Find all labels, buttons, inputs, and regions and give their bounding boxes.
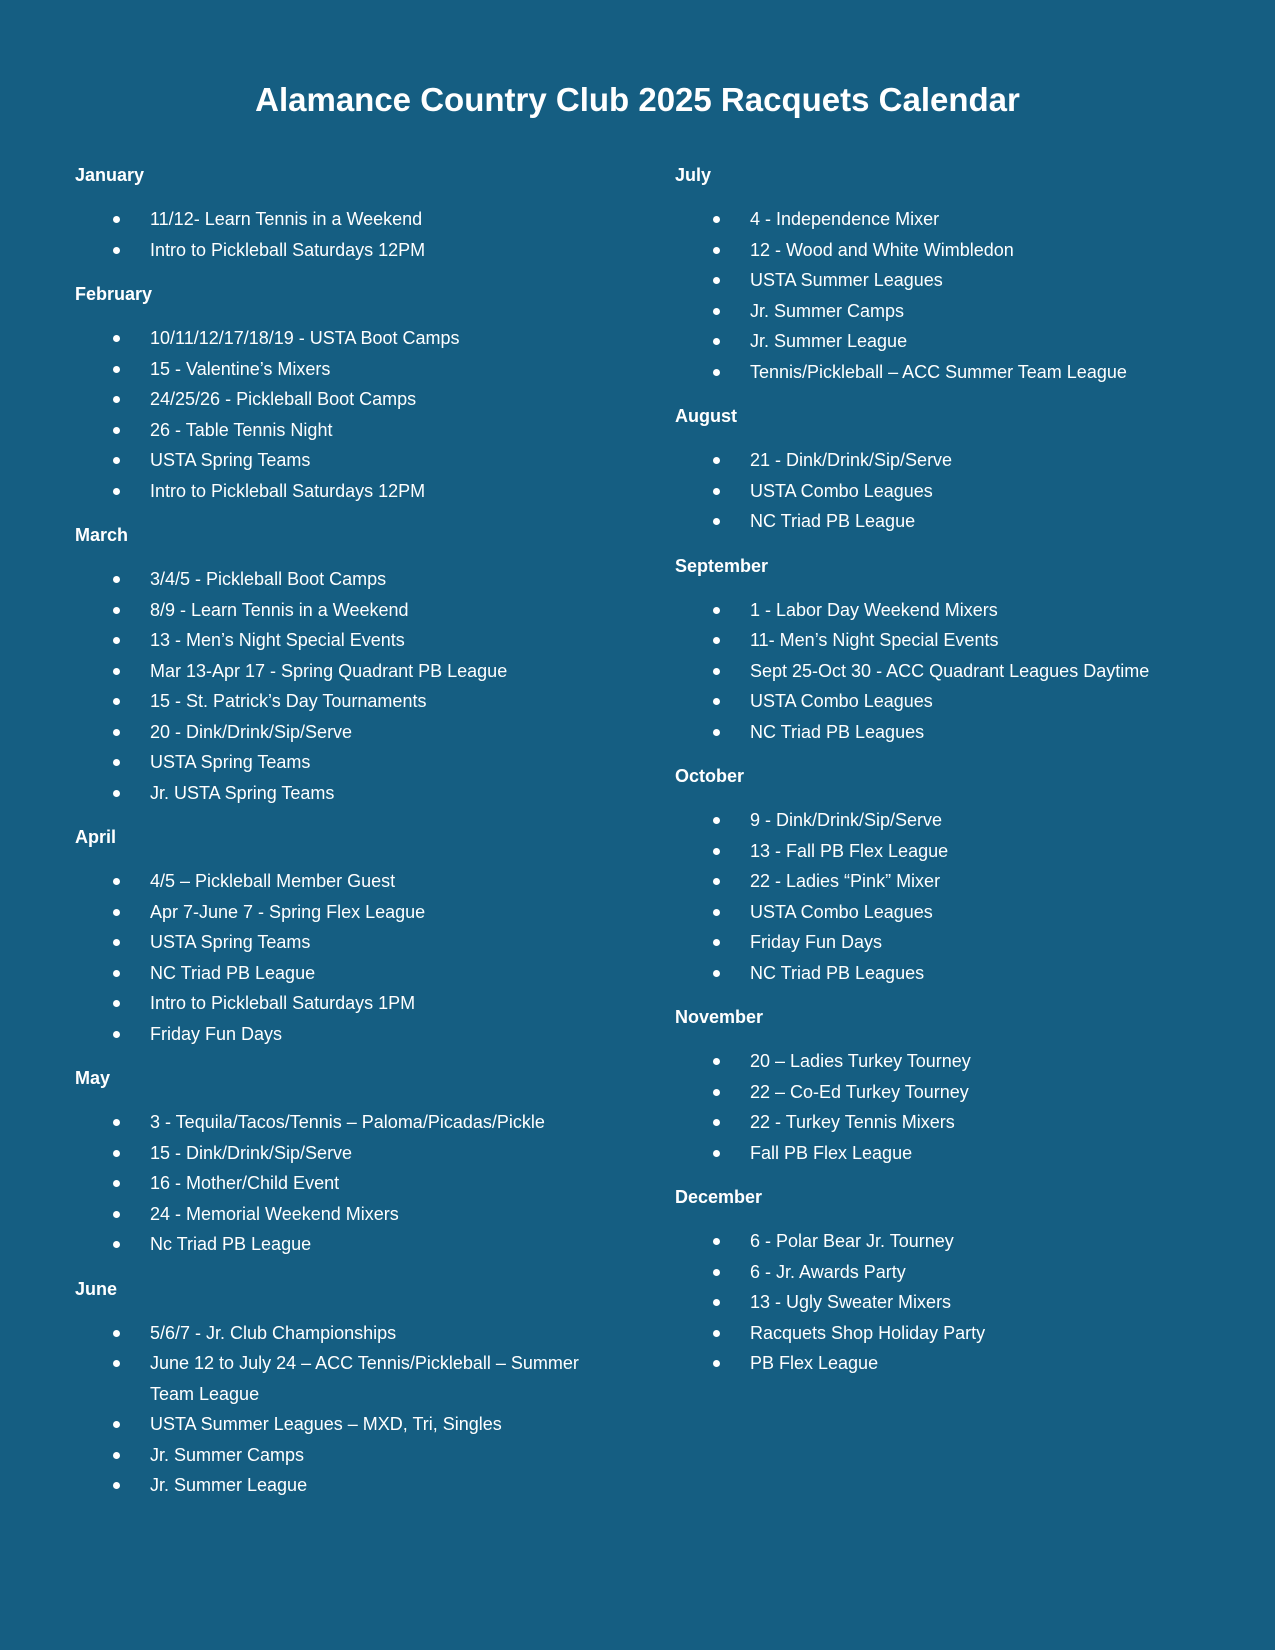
- event-text: 8/9 - Learn Tennis in a Weekend: [150, 599, 409, 620]
- bullet-icon: [713, 247, 720, 254]
- event-text: 22 - Turkey Tennis Mixers: [750, 1112, 955, 1132]
- event-item: [675, 476, 1215, 507]
- event-text: Mar 13-Apr 17 - Spring Quadrant PB League: [150, 660, 508, 681]
- event-item: [675, 1287, 1215, 1318]
- event-text: Intro to Pickleball Saturdays 12PM: [150, 480, 426, 501]
- bullet-icon: [113, 396, 120, 403]
- bullet-icon: [113, 729, 120, 736]
- event-text: Jr. Summer Camps: [150, 1444, 305, 1465]
- month-heading: September: [675, 555, 769, 576]
- event-list: [675, 1046, 1215, 1168]
- bullet-icon: [113, 216, 120, 223]
- month-section-august: [675, 401, 1215, 537]
- event-text: Intro to Pickleball Saturdays 1PM: [150, 993, 416, 1013]
- event-text: 6 - Jr. Awards Party: [750, 1261, 906, 1282]
- event-item: [75, 1199, 615, 1230]
- event-item: [675, 1138, 1215, 1169]
- event-text: Friday Fun Days: [150, 1023, 283, 1044]
- event-item: [75, 686, 615, 717]
- month-heading: June: [75, 1278, 118, 1299]
- event-list: [75, 1318, 615, 1501]
- event-item: [75, 564, 615, 595]
- event-item: [675, 445, 1215, 476]
- event-item: [75, 866, 615, 897]
- event-text: Intro to Pickleball Saturdays 12PM: [150, 239, 426, 260]
- bullet-icon: [113, 637, 120, 644]
- month-section-january: [75, 160, 615, 265]
- event-item: [75, 235, 615, 266]
- month-section-june: [75, 1274, 615, 1501]
- event-text: NC Triad PB League: [750, 511, 916, 531]
- event-list: [75, 1107, 615, 1260]
- event-item: [675, 686, 1215, 717]
- bullet-icon: [113, 576, 120, 583]
- event-text: Jr. Summer League: [150, 1475, 308, 1495]
- event-item: [75, 1470, 615, 1501]
- bullet-icon: [113, 607, 120, 614]
- event-item: [675, 866, 1215, 897]
- bullet-icon: [113, 790, 120, 797]
- bullet-icon: [713, 1058, 720, 1065]
- month-heading: February: [75, 284, 153, 304]
- month-section-december: [675, 1182, 1215, 1379]
- month-section-november: [675, 1002, 1215, 1168]
- event-text: 3 - Tequila/Tacos/Tennis – Paloma/Picadas/Pickle: [150, 1112, 545, 1132]
- event-text: 20 – Ladies Turkey Tourney: [750, 1051, 971, 1071]
- event-text: 15 - Dink/Drink/Sip/Serve: [150, 1142, 353, 1163]
- event-item: [75, 625, 615, 656]
- event-item: [675, 204, 1215, 235]
- event-item: [675, 836, 1215, 867]
- bullet-icon: [113, 457, 120, 464]
- bullet-icon: [113, 1421, 120, 1428]
- event-text: 20 - Dink/Drink/Sip/Serve: [150, 721, 353, 742]
- event-item: [75, 1440, 615, 1471]
- event-text: 4/5 – Pickleball Member Guest: [150, 871, 396, 891]
- bullet-icon: [113, 1000, 120, 1007]
- bullet-icon: [713, 878, 720, 885]
- event-item: [75, 897, 615, 928]
- event-item: [675, 897, 1215, 928]
- month-section-september: [675, 551, 1215, 748]
- bullet-icon: [713, 216, 720, 223]
- event-text: USTA Spring Teams: [150, 450, 311, 470]
- event-item: [75, 927, 615, 958]
- event-text: USTA Summer Leagues: [750, 270, 943, 290]
- event-list: [675, 445, 1215, 537]
- event-item: [75, 445, 615, 476]
- event-text: 1 - Labor Day Weekend Mixers: [750, 599, 998, 620]
- bullet-icon: [713, 848, 720, 855]
- bullet-icon: [713, 1330, 720, 1337]
- month-heading: January: [75, 165, 145, 185]
- event-item: [675, 1257, 1215, 1288]
- event-text: USTA Spring Teams: [150, 932, 311, 952]
- bullet-icon: [713, 970, 720, 977]
- event-text: Sept 25-Oct 30 - ACC Quadrant Leagues Daytime: [750, 660, 1150, 681]
- event-list: [675, 1226, 1215, 1379]
- event-item: [675, 1107, 1215, 1138]
- bullet-icon: [113, 1241, 120, 1248]
- bullet-icon: [113, 1150, 120, 1157]
- event-item: [675, 265, 1215, 296]
- event-item: [75, 595, 615, 626]
- event-text: 13 - Men’s Night Special Events: [150, 630, 405, 650]
- event-text: NC Triad PB Leagues: [750, 962, 925, 983]
- bullet-icon: [713, 698, 720, 705]
- event-text: USTA Summer Leagues – MXD, Tri, Singles: [150, 1414, 502, 1434]
- event-item: [75, 778, 615, 809]
- event-item: [75, 476, 615, 507]
- event-item: [675, 805, 1215, 836]
- month-heading: March: [75, 525, 129, 545]
- event-item: [75, 656, 615, 687]
- event-text: 6 - Polar Bear Jr. Tourney: [750, 1231, 954, 1251]
- event-item: [75, 1107, 615, 1138]
- event-item: [675, 235, 1215, 266]
- event-item: [75, 958, 615, 989]
- bullet-icon: [113, 909, 120, 916]
- bullet-icon: [113, 970, 120, 977]
- event-text: 10/11/12/17/18/19 - USTA Boot Camps: [150, 328, 460, 348]
- event-text: Racquets Shop Holiday Party: [750, 1322, 986, 1343]
- event-item: [675, 958, 1215, 989]
- month-section-may: [75, 1063, 615, 1260]
- event-item: [675, 625, 1215, 656]
- bullet-icon: [713, 1269, 720, 1276]
- event-list: [675, 204, 1215, 387]
- event-item: [75, 747, 615, 778]
- event-item: [75, 1168, 615, 1199]
- month-heading: July: [675, 165, 712, 185]
- event-text: 21 - Dink/Drink/Sip/Serve: [750, 450, 953, 470]
- bullet-icon: [713, 1360, 720, 1367]
- event-item: [675, 1077, 1215, 1108]
- bullet-icon: [113, 698, 120, 705]
- event-text: 15 - St. Patrick’s Day Tournaments: [150, 691, 427, 711]
- event-text: 15 - Valentine’s Mixers: [150, 358, 331, 379]
- bullet-icon: [113, 668, 120, 675]
- event-text: 22 - Ladies “Pink” Mixer: [750, 871, 941, 891]
- event-text: 26 - Table Tennis Night: [150, 419, 333, 440]
- bullet-icon: [713, 308, 720, 315]
- event-text: USTA Combo Leagues: [750, 901, 933, 922]
- month-section-march: [75, 520, 615, 808]
- month-section-july: [675, 160, 1215, 387]
- event-item: [75, 415, 615, 446]
- bullet-icon: [713, 637, 720, 644]
- event-text: June 12 to July 24 – ACC Tennis/Pickleball – Summer Team League: [150, 1353, 579, 1404]
- bullet-icon: [713, 1150, 720, 1157]
- event-item: [675, 1046, 1215, 1077]
- bullet-icon: [113, 247, 120, 254]
- month-section-april: [75, 822, 615, 1049]
- event-list: [75, 323, 615, 506]
- event-item: [75, 1019, 615, 1050]
- bullet-icon: [113, 335, 120, 342]
- event-text: 22 – Co-Ed Turkey Tourney: [750, 1081, 969, 1102]
- month-section-october: [675, 761, 1215, 988]
- event-item: [675, 506, 1215, 537]
- event-text: 13 - Ugly Sweater Mixers: [750, 1292, 952, 1312]
- event-text: PB Flex League: [750, 1353, 879, 1373]
- event-item: [75, 384, 615, 415]
- bullet-icon: [113, 1330, 120, 1337]
- event-item: [75, 354, 615, 385]
- left-column: [75, 160, 615, 1515]
- bullet-icon: [713, 607, 720, 614]
- event-item: [675, 717, 1215, 748]
- event-item: [75, 323, 615, 354]
- month-heading: December: [675, 1187, 763, 1207]
- month-heading: August: [675, 406, 737, 426]
- event-text: Jr. USTA Spring Teams: [150, 782, 335, 803]
- event-text: Friday Fun Days: [750, 932, 883, 952]
- event-item: [675, 296, 1215, 327]
- event-item: [75, 1409, 615, 1440]
- event-item: [675, 1318, 1215, 1349]
- event-list: [75, 564, 615, 808]
- event-text: NC Triad PB League: [150, 962, 316, 983]
- event-text: 3/4/5 - Pickleball Boot Camps: [150, 569, 387, 589]
- bullet-icon: [113, 1360, 120, 1367]
- event-text: USTA Combo Leagues: [750, 480, 933, 501]
- bullet-icon: [713, 488, 720, 495]
- event-item: [75, 988, 615, 1019]
- event-item: [675, 656, 1215, 687]
- event-item: [75, 1318, 615, 1349]
- event-text: 9 - Dink/Drink/Sip/Serve: [750, 810, 943, 830]
- event-text: 4 - Independence Mixer: [750, 209, 940, 229]
- event-item: [675, 595, 1215, 626]
- event-list: [675, 805, 1215, 988]
- bullet-icon: [713, 668, 720, 675]
- event-item: [675, 927, 1215, 958]
- right-column: [675, 160, 1215, 1393]
- event-list: [75, 866, 615, 1049]
- event-item: [75, 1229, 615, 1260]
- month-heading: October: [675, 766, 745, 786]
- bullet-icon: [113, 759, 120, 766]
- bullet-icon: [113, 1452, 120, 1459]
- bullet-icon: [113, 366, 120, 373]
- month-heading: May: [75, 1068, 111, 1088]
- event-text: 11/12- Learn Tennis in a Weekend: [150, 209, 423, 229]
- month-heading: November: [675, 1007, 764, 1027]
- event-text: 24 - Memorial Weekend Mixers: [150, 1203, 399, 1224]
- event-text: Jr. Summer League: [750, 331, 908, 351]
- event-item: [675, 1348, 1215, 1379]
- bullet-icon: [713, 457, 720, 464]
- page-title: Alamance Country Club 2025 Racquets Calendar: [255, 81, 1020, 118]
- event-text: Jr. Summer Camps: [750, 300, 905, 321]
- bullet-icon: [113, 1119, 120, 1126]
- bullet-icon: [113, 939, 120, 946]
- event-item: [75, 204, 615, 235]
- bullet-icon: [713, 338, 720, 345]
- event-text: 16 - Mother/Child Event: [150, 1173, 340, 1193]
- event-text: Apr 7-June 7 - Spring Flex League: [150, 901, 426, 922]
- bullet-icon: [713, 1119, 720, 1126]
- event-text: Nc Triad PB League: [150, 1234, 312, 1254]
- bullet-icon: [113, 488, 120, 495]
- event-text: USTA Combo Leagues: [750, 691, 933, 711]
- month-section-february: [75, 279, 615, 506]
- bullet-icon: [713, 518, 720, 525]
- event-item: [75, 1348, 615, 1409]
- event-text: 11- Men’s Night Special Events: [750, 630, 999, 650]
- month-heading: April: [75, 827, 117, 847]
- bullet-icon: [113, 1031, 120, 1038]
- bullet-icon: [713, 729, 720, 736]
- event-item: [75, 717, 615, 748]
- bullet-icon: [113, 878, 120, 885]
- bullet-icon: [713, 817, 720, 824]
- event-text: Fall PB Flex League: [750, 1142, 913, 1163]
- event-text: 12 - Wood and White Wimbledon: [750, 239, 1014, 260]
- bullet-icon: [113, 1482, 120, 1489]
- event-item: [675, 357, 1215, 388]
- event-list: [675, 595, 1215, 748]
- bullet-icon: [713, 277, 720, 284]
- event-list: [75, 204, 615, 265]
- event-item: [675, 1226, 1215, 1257]
- event-text: Tennis/Pickleball – ACC Summer Team League: [750, 361, 1127, 382]
- bullet-icon: [113, 427, 120, 434]
- event-text: 5/6/7 - Jr. Club Championships: [150, 1322, 397, 1343]
- bullet-icon: [713, 909, 720, 916]
- bullet-icon: [713, 1299, 720, 1306]
- bullet-icon: [113, 1180, 120, 1187]
- event-text: 13 - Fall PB Flex League: [750, 840, 949, 861]
- event-item: [675, 326, 1215, 357]
- bullet-icon: [713, 369, 720, 376]
- bullet-icon: [713, 939, 720, 946]
- event-text: 24/25/26 - Pickleball Boot Camps: [150, 389, 417, 409]
- event-text: USTA Spring Teams: [150, 752, 311, 772]
- event-text: NC Triad PB Leagues: [750, 721, 925, 742]
- bullet-icon: [113, 1211, 120, 1218]
- event-item: [75, 1138, 615, 1169]
- bullet-icon: [713, 1089, 720, 1096]
- bullet-icon: [713, 1238, 720, 1245]
